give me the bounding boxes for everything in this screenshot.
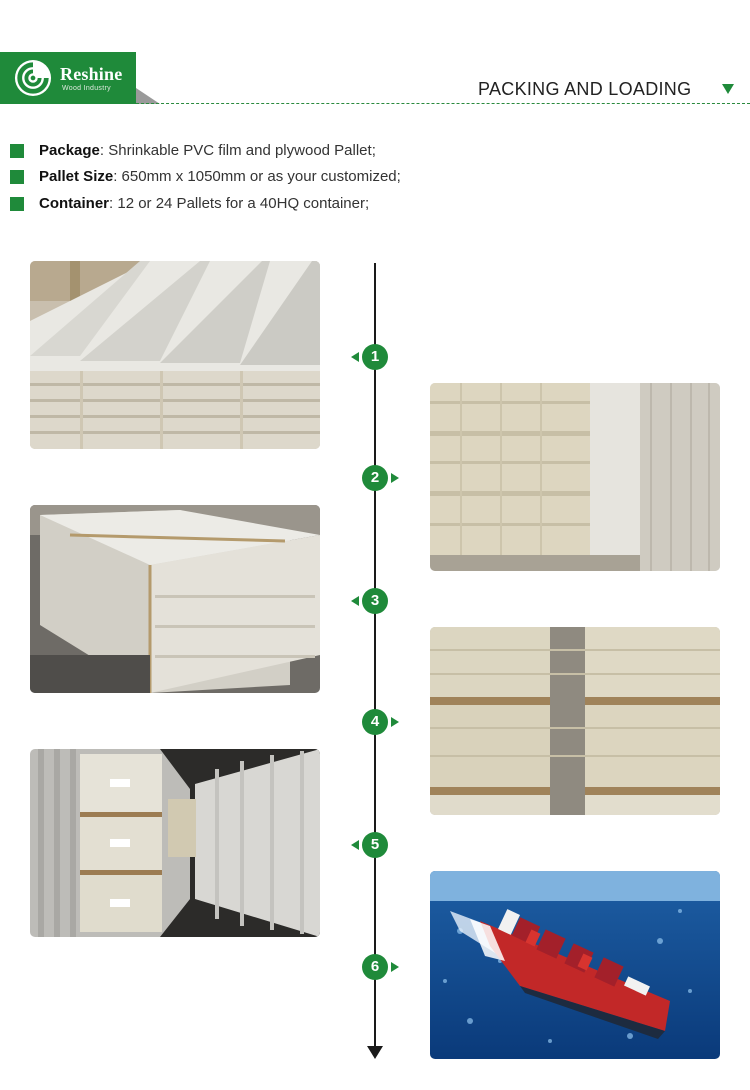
photo-stacked-boards	[30, 261, 320, 449]
pointer-left-icon	[351, 352, 359, 362]
arrow-down-icon	[367, 1046, 383, 1059]
header-divider	[136, 103, 750, 104]
detail-value: : 12 or 24 Pallets for a 40HQ container;	[109, 195, 370, 212]
timeline-line	[374, 263, 376, 1051]
step-badge-1: 1	[362, 344, 388, 370]
pointer-right-icon	[391, 962, 399, 972]
photo-pallets-warehouse	[30, 505, 320, 693]
brand-subtitle: Wood Industry	[62, 85, 111, 92]
triangle-down-icon	[722, 84, 734, 94]
detail-value: : Shrinkable PVC film and plywood Pallet;	[99, 142, 376, 159]
step-badge-4: 4	[362, 709, 388, 735]
logo-tail-decoration	[136, 88, 160, 104]
reshine-logo-icon	[14, 59, 52, 97]
brand-logo	[0, 52, 136, 104]
section-title: PACKING AND LOADING	[478, 79, 692, 99]
detail-label: Container	[39, 195, 110, 212]
step-badge-2: 2	[362, 465, 388, 491]
pointer-right-icon	[391, 717, 399, 727]
square-bullet-icon	[10, 170, 24, 184]
brand-name: Reshine	[60, 64, 123, 84]
step-badge-6: 6	[362, 954, 388, 980]
detail-value: : 650mm x 1050mm or as your customized;	[113, 168, 401, 185]
step-badge-5: 5	[362, 832, 388, 858]
photo-container-loading	[30, 749, 320, 937]
square-bullet-icon	[10, 144, 24, 158]
pointer-right-icon	[391, 473, 399, 483]
photo-container-ship	[430, 871, 720, 1059]
square-bullet-icon	[10, 197, 24, 211]
detail-label: Pallet Size	[39, 168, 114, 185]
photo-pallet-rows	[430, 627, 720, 815]
photo-wrapped-pallets	[430, 383, 720, 571]
pointer-left-icon	[351, 596, 359, 606]
step-badge-3: 3	[362, 588, 388, 614]
detail-label: Package	[39, 142, 100, 159]
pointer-left-icon	[351, 840, 359, 850]
